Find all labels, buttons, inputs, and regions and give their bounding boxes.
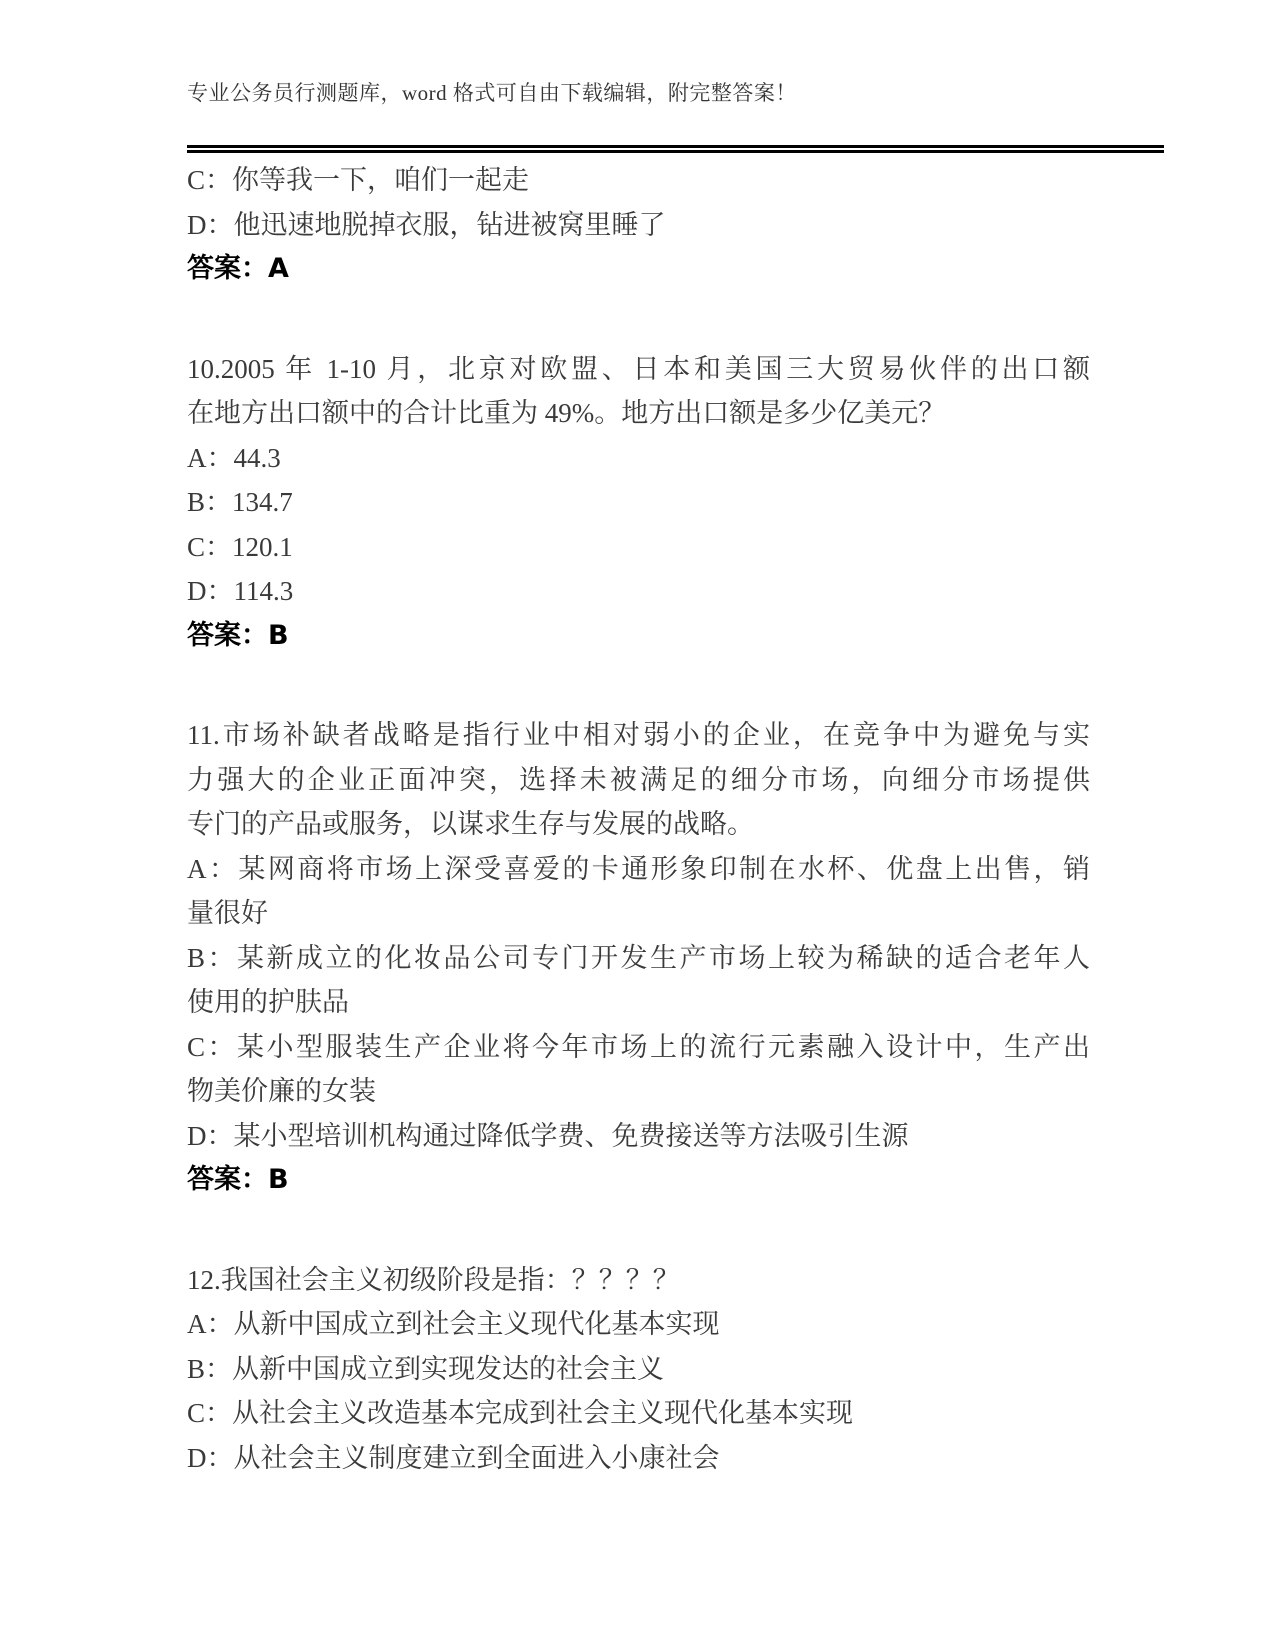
question-stem-line: 专门的产品或服务，以谋求生存与发展的战略。: [187, 809, 754, 839]
question-stem-line: 10.2005 年 1-10 月，北京对欧盟、日本和美国三大贸易伙伴的出口额: [187, 353, 1090, 384]
option-line: D：他迅速地脱掉衣服，钻进被窝里睡了: [187, 209, 666, 240]
option-line: 量很好: [187, 898, 268, 928]
question-stem-line: 11.市场补缺者战略是指行业中相对弱小的企业，在竞争中为避免与实: [187, 720, 1090, 750]
option-line: B：134.7: [187, 487, 293, 517]
option-line: 使用的护肤品: [187, 987, 349, 1017]
document-body: [187, 158, 1090, 1480]
answer-line: 答案：B: [187, 619, 289, 651]
question-stem-line: 在地方出口额中的合计比重为 49%。地方出口额是多少亿美元？: [187, 398, 946, 428]
option-line: C：120.1: [187, 531, 293, 562]
option-line: C：某小型服装生产企业将今年市场上的流行元素融入设计中，生产出: [187, 1031, 1090, 1062]
option-line: B：从新中国成立到实现发达的社会主义: [187, 1353, 665, 1384]
option-line: A：44.3: [187, 442, 281, 473]
page-header-title: 专业公务员行测题库，word 格式可自由下载编辑，附完整答案！: [187, 81, 797, 105]
option-line: D：从社会主义制度建立到全面进入小康社会: [187, 1442, 720, 1473]
option-line: B：某新成立的化妆品公司专门开发生产市场上较为稀缺的适合老年人: [187, 942, 1090, 973]
question-stem-line: 力强大的企业正面冲突，选择未被满足的细分市场，向细分市场提供: [187, 764, 1090, 795]
answer-line: 答案：A: [187, 253, 289, 284]
question-stem-line: 12.我国社会主义初级阶段是指：？？？？: [187, 1264, 680, 1295]
header-double-rule: [187, 145, 1164, 153]
option-line: 物美价廉的女装: [187, 1076, 376, 1106]
answer-line: 答案：B: [187, 1164, 289, 1195]
option-line: C：你等我一下，咱们一起走: [187, 165, 530, 195]
option-line: D：某小型培训机构通过降低学费、免费接送等方法吸引生源: [187, 1120, 909, 1151]
option-line: D：114.3: [187, 576, 294, 606]
option-line: A：从新中国成立到社会主义现代化基本实现: [187, 1309, 720, 1339]
option-line: C：从社会主义改造基本完成到社会主义现代化基本实现: [187, 1398, 854, 1428]
option-line: A：某网商将市场上深受喜爱的卡通形象印制在水杯、优盘上出售，销: [187, 853, 1090, 884]
